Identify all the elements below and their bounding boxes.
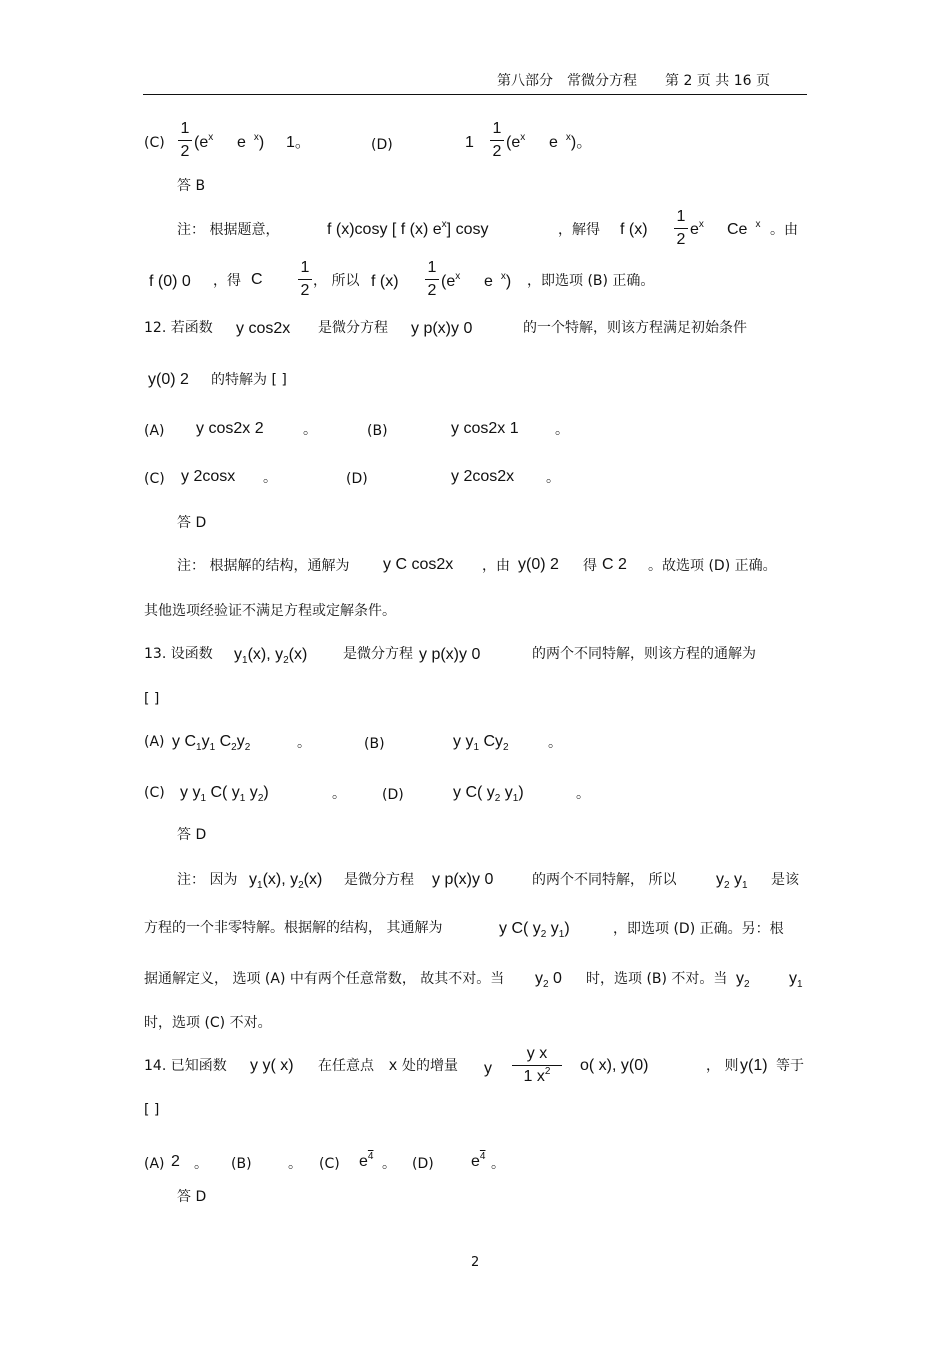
option-label: (B) [367,423,388,439]
math: ($e^x$ [506,132,526,151]
math: e $^x$)。 [549,132,593,151]
math: C 2 [602,556,627,573]
question-text: 是微分方程 [318,320,388,336]
fraction: 1 2 [490,120,504,161]
math: y p(x)y 0 [432,871,494,888]
math: 1。 [286,134,311,151]
question-text: 12. 若函数 [144,320,213,336]
note-text: 时，选项 (B) 不对。当 [586,971,728,987]
note-text: ，即选项 (D) 正确。另：根 [613,921,784,937]
math: y cos2x [236,320,291,337]
question-text: [ ] [144,1102,160,1118]
fraction: y x 1 $x^2$ [512,1045,562,1088]
option-label: (D) [412,1156,434,1172]
question-text: 的一个特解，则该方程满足初始条件 [523,320,747,336]
answer: 答 D [177,1189,207,1205]
fraction: 1 2 [298,259,312,300]
answer: 答 B [177,178,206,194]
option-text: 。 [288,1156,302,1172]
math: y C( $y_2$ $y_1$) [453,784,524,804]
question-text: 13. 设函数 [144,646,213,662]
math: f (0) 0 [149,273,191,290]
math: y(1) [740,1057,768,1074]
math: 2 [171,1153,180,1170]
math: y C( $y_2$ $y_1$) [499,920,570,940]
option-label: (C) [144,135,165,151]
math: o( x), y(0) [580,1057,649,1074]
option-label: (D) [346,471,368,487]
math: $y_1$ [789,970,803,990]
math: y p(x)y 0 [411,320,473,337]
option-text: 。 [546,470,560,486]
math: y p(x)y 0 [419,646,481,663]
note-text: 注： 因为 [177,872,238,888]
math: y(0) 2 [148,371,189,388]
math: f (x) [620,221,648,238]
math: $y_2$ $y_1$ [716,871,748,891]
math: $y_2$ 0 [535,970,562,990]
math: y y( x) [250,1057,294,1074]
option-text: 。 [548,735,562,751]
option-text: 。 [491,1156,505,1172]
note-text: 是该 [771,872,799,888]
note-text: 其他选项经验证不满足方程或定解条件。 [144,603,396,619]
question-text: 在任意点 [318,1058,374,1074]
question-text: 14. 已知函数 [144,1058,227,1074]
option-label: (A) [144,423,165,439]
math: f (x)cosy [ f (x) $e^x$] cosy [327,219,489,238]
note-text: ，由 [482,558,510,574]
math: $y_2$ [736,970,750,990]
note-text: 的两个不同特解， 所以 [532,872,677,888]
math: $e^4$ [471,1151,486,1170]
math: Ce $^x$ [727,219,761,238]
math: $e^x$ [690,219,704,238]
option-text: 。 [576,786,590,802]
option-label: (C) [144,785,165,801]
math: $e^4$ [359,1151,374,1170]
option-label: (C) [144,471,165,487]
question-text: [ ] [144,691,160,707]
note-text: 据通解定义， 选项 (A) 中有两个任意常数， 故其不对。当 [144,971,505,987]
option-label: (B) [231,1156,252,1172]
note-text: 注： 根据解的结构，通解为 [177,558,350,574]
math: 1 [465,134,474,151]
fraction: 1 2 [178,120,192,161]
math: ($e^x$ [441,271,461,290]
option-text: 。 [332,786,346,802]
fraction: 1 2 [425,259,439,300]
answer: 答 D [177,827,207,843]
question-text: 的两个不同特解，则该方程的通解为 [532,646,756,662]
note-text: ，解得 [558,222,600,238]
note-text: 时，选项 (C) 不对。 [144,1015,272,1031]
math: y cos2x 1 [451,420,519,437]
page-number: 2 [471,1255,480,1270]
math: $y_1(x)$, $y_2(x)$ [234,646,308,666]
math: y cos2x 2 [196,420,264,437]
question-text: 处的增量 [402,1058,458,1074]
question-text: ， 则 [706,1058,739,1074]
note-text: ，即选项 (B) 正确。 [527,273,655,289]
note-text: 注： 根据题意， [177,222,280,238]
option-text: 。 [297,735,311,751]
math: y(0) 2 [518,556,559,573]
option-text: 。 [382,1156,396,1172]
option-label: (D) [382,787,404,803]
note-text: ，得 [213,273,241,289]
math: y C cos2x [383,556,454,573]
option-text: 。 [555,422,569,438]
math: C [251,271,263,288]
math: e $^x$) [237,132,265,151]
option-text: 。 [303,422,317,438]
answer: 答 D [177,515,207,531]
option-label: (D) [371,137,393,153]
math: e $^x$) [484,271,512,290]
math: y 2cos2x [451,468,515,485]
option-text: 。 [194,1156,208,1172]
math: y $y_1$ C( $y_1$ $y_2$) [180,784,269,804]
option-label: (A) [144,1156,165,1172]
option-text: 。 [263,470,277,486]
math: f (x) [371,273,399,290]
header-rule [143,94,807,95]
option-label: (B) [364,736,385,752]
math: y $y_1$ $Cy_2$ [453,733,509,753]
note-text: ， 所以 [313,273,360,289]
note-text: 。故选项 (D) 正确。 [648,558,777,574]
page-header: 第八部分 常微分方程 第 2 页 共 16 页 [497,73,770,89]
option-label: (A) [144,734,165,750]
note-text: 得 [583,558,597,574]
note-text: 。由 [770,222,798,238]
option-label: (C) [319,1156,340,1172]
math: y [484,1060,492,1077]
question-text: 的特解为 [ ] [211,372,287,388]
fraction: 1 2 [674,208,688,249]
question-text: 是微分方程 [343,646,413,662]
math: y $C_1y_1$ $C_2y_2$ [172,733,251,753]
note-text: 方程的一个非零特解。根据解的结构， 其通解为 [144,920,443,936]
math: y 2cosx [181,468,236,485]
math: ($e^x$ [194,132,214,151]
math: x [389,1057,397,1074]
question-text: 等于 [776,1058,804,1074]
note-text: 是微分方程 [344,872,414,888]
math: $y_1(x)$, $y_2(x)$ [249,871,323,891]
